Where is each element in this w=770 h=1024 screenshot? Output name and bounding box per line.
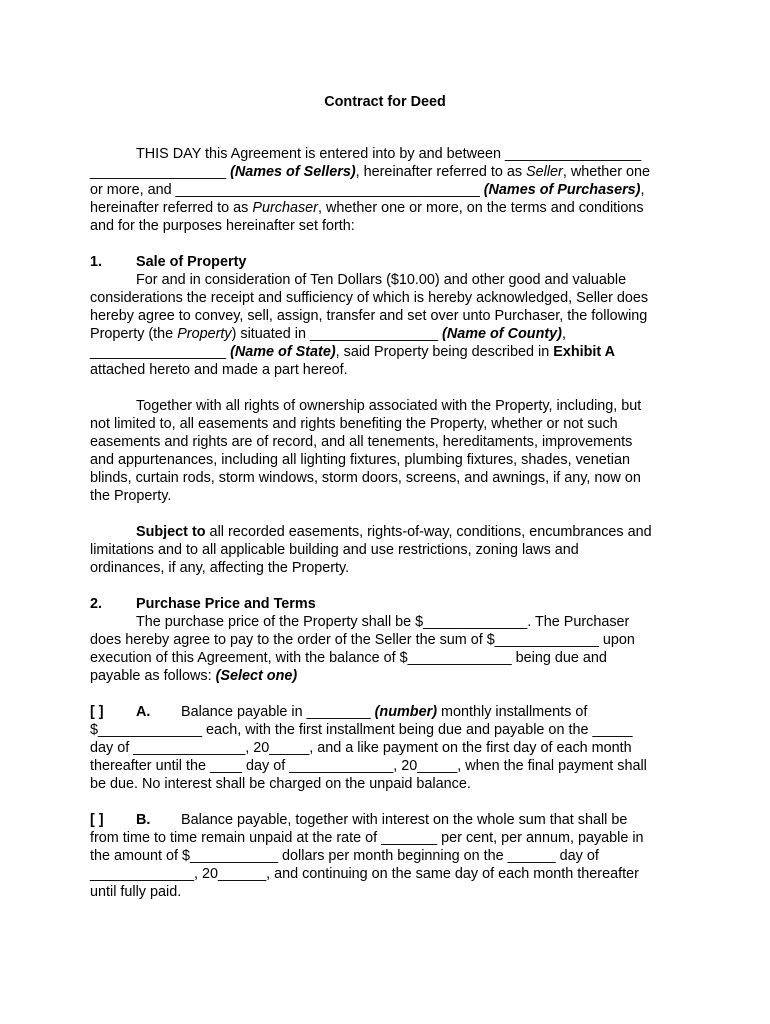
- section-2-line-4: payable as follows: (Select one): [90, 668, 298, 684]
- section-1-line-2: considerations the receipt and sufficiency of which is hereby acknowledged, Seller does: [90, 290, 649, 306]
- option-b-line-5: until fully paid.: [90, 884, 182, 900]
- intro-line-3: or more, and ______________________________________ (Names of Purchasers),: [90, 182, 645, 198]
- section-1-heading: 1. Sale of Property: [90, 254, 247, 270]
- option-a-line-1: [ ] A. Balance payable in ________ (number) monthly installments of: [90, 704, 588, 720]
- section-2-line-3: execution of this Agreement, with the balance of $_____________ being due and: [90, 650, 607, 666]
- section-1-line-1: For and in consideration of Ten Dollars ($10.00) and other good and valuable: [136, 272, 627, 288]
- section-2-line-1: The purchase price of the Property shall be $_____________. The Purchaser: [136, 614, 630, 630]
- option-b-line-3: the amount of $___________ dollars per month beginning on the ______ day of: [90, 848, 599, 864]
- document-body: [90, 145, 690, 901]
- document-title: Contract for Deed: [324, 94, 446, 110]
- intro-line-1: THIS DAY this Agreement is entered into by and between _________________: [136, 146, 642, 162]
- option-b-line-4: _____________, 20______, and continuing on the same day of each month thereafter: [90, 866, 639, 882]
- section-1-line-5: _________________ (Name of State), said Property being described in Exhibit A: [90, 344, 616, 360]
- option-a-checkbox[interactable]: [ ]: [90, 704, 104, 720]
- rights-line-5: blinds, curtain rods, storm windows, storm doors, screens, and awnings, if any, now on: [90, 470, 641, 486]
- subject-to-line-2: limitations and to all applicable building and use restrictions, zoning laws and: [90, 542, 579, 558]
- intro-line-2: _________________ (Names of Sellers), hereinafter referred to as Seller, whether one: [90, 164, 651, 180]
- rights-line-1: Together with all rights of ownership associated with the Property, including, but: [136, 398, 642, 414]
- option-b-checkbox[interactable]: [ ]: [90, 812, 104, 828]
- rights-line-2: not limited to, all easements and rights benefiting the Property, whether or not such: [90, 416, 618, 432]
- option-b-line-2: from time to time remain unpaid at the rate of _______ per cent, per annum, payable in: [90, 830, 644, 846]
- section-1-line-3: hereby agree to convey, sell, assign, transfer and set over unto Purchaser, the following: [90, 308, 648, 324]
- option-a-line-3: day of ______________, 20_____, and a like payment on the first day of each month: [90, 740, 632, 756]
- section-2-line-2: does hereby agree to pay to the order of the Seller the sum of $_____________ upon: [90, 632, 635, 648]
- section-1-line-6: attached hereto and made a part hereof.: [90, 362, 348, 378]
- subject-to-line-1: Subject to all recorded easements, rights-of-way, conditions, encumbrances and: [136, 524, 652, 540]
- option-a-line-5: be due. No interest shall be charged on the unpaid balance.: [90, 776, 471, 792]
- intro-line-4: hereinafter referred to as Purchaser, whether one or more, on the terms and conditions: [90, 200, 644, 216]
- subject-to-line-3: ordinances, if any, affecting the Property.: [90, 560, 350, 576]
- intro-line-5: and for the purposes hereinafter set forth:: [90, 218, 355, 234]
- option-a-line-2: $_____________ each, with the first installment being due and payable on the _____: [90, 722, 633, 738]
- section-2-heading: 2. Purchase Price and Terms: [90, 596, 316, 612]
- rights-line-3: easements and rights are of record, and all tenements, hereditaments, improvements: [90, 434, 633, 450]
- section-1-line-4: Property (the Property) situated in ________________ (Name of County),: [90, 326, 566, 342]
- rights-line-6: the Property.: [90, 488, 172, 504]
- option-b-line-1: [ ] B. Balance payable, together with interest on the whole sum that shall be: [90, 812, 628, 828]
- option-a-line-4: thereafter until the ____ day of _____________, 20_____, when the final payment shall: [90, 758, 647, 774]
- rights-line-4: and appurtenances, including all lighting fixtures, plumbing fixtures, shades, venetian: [90, 452, 630, 468]
